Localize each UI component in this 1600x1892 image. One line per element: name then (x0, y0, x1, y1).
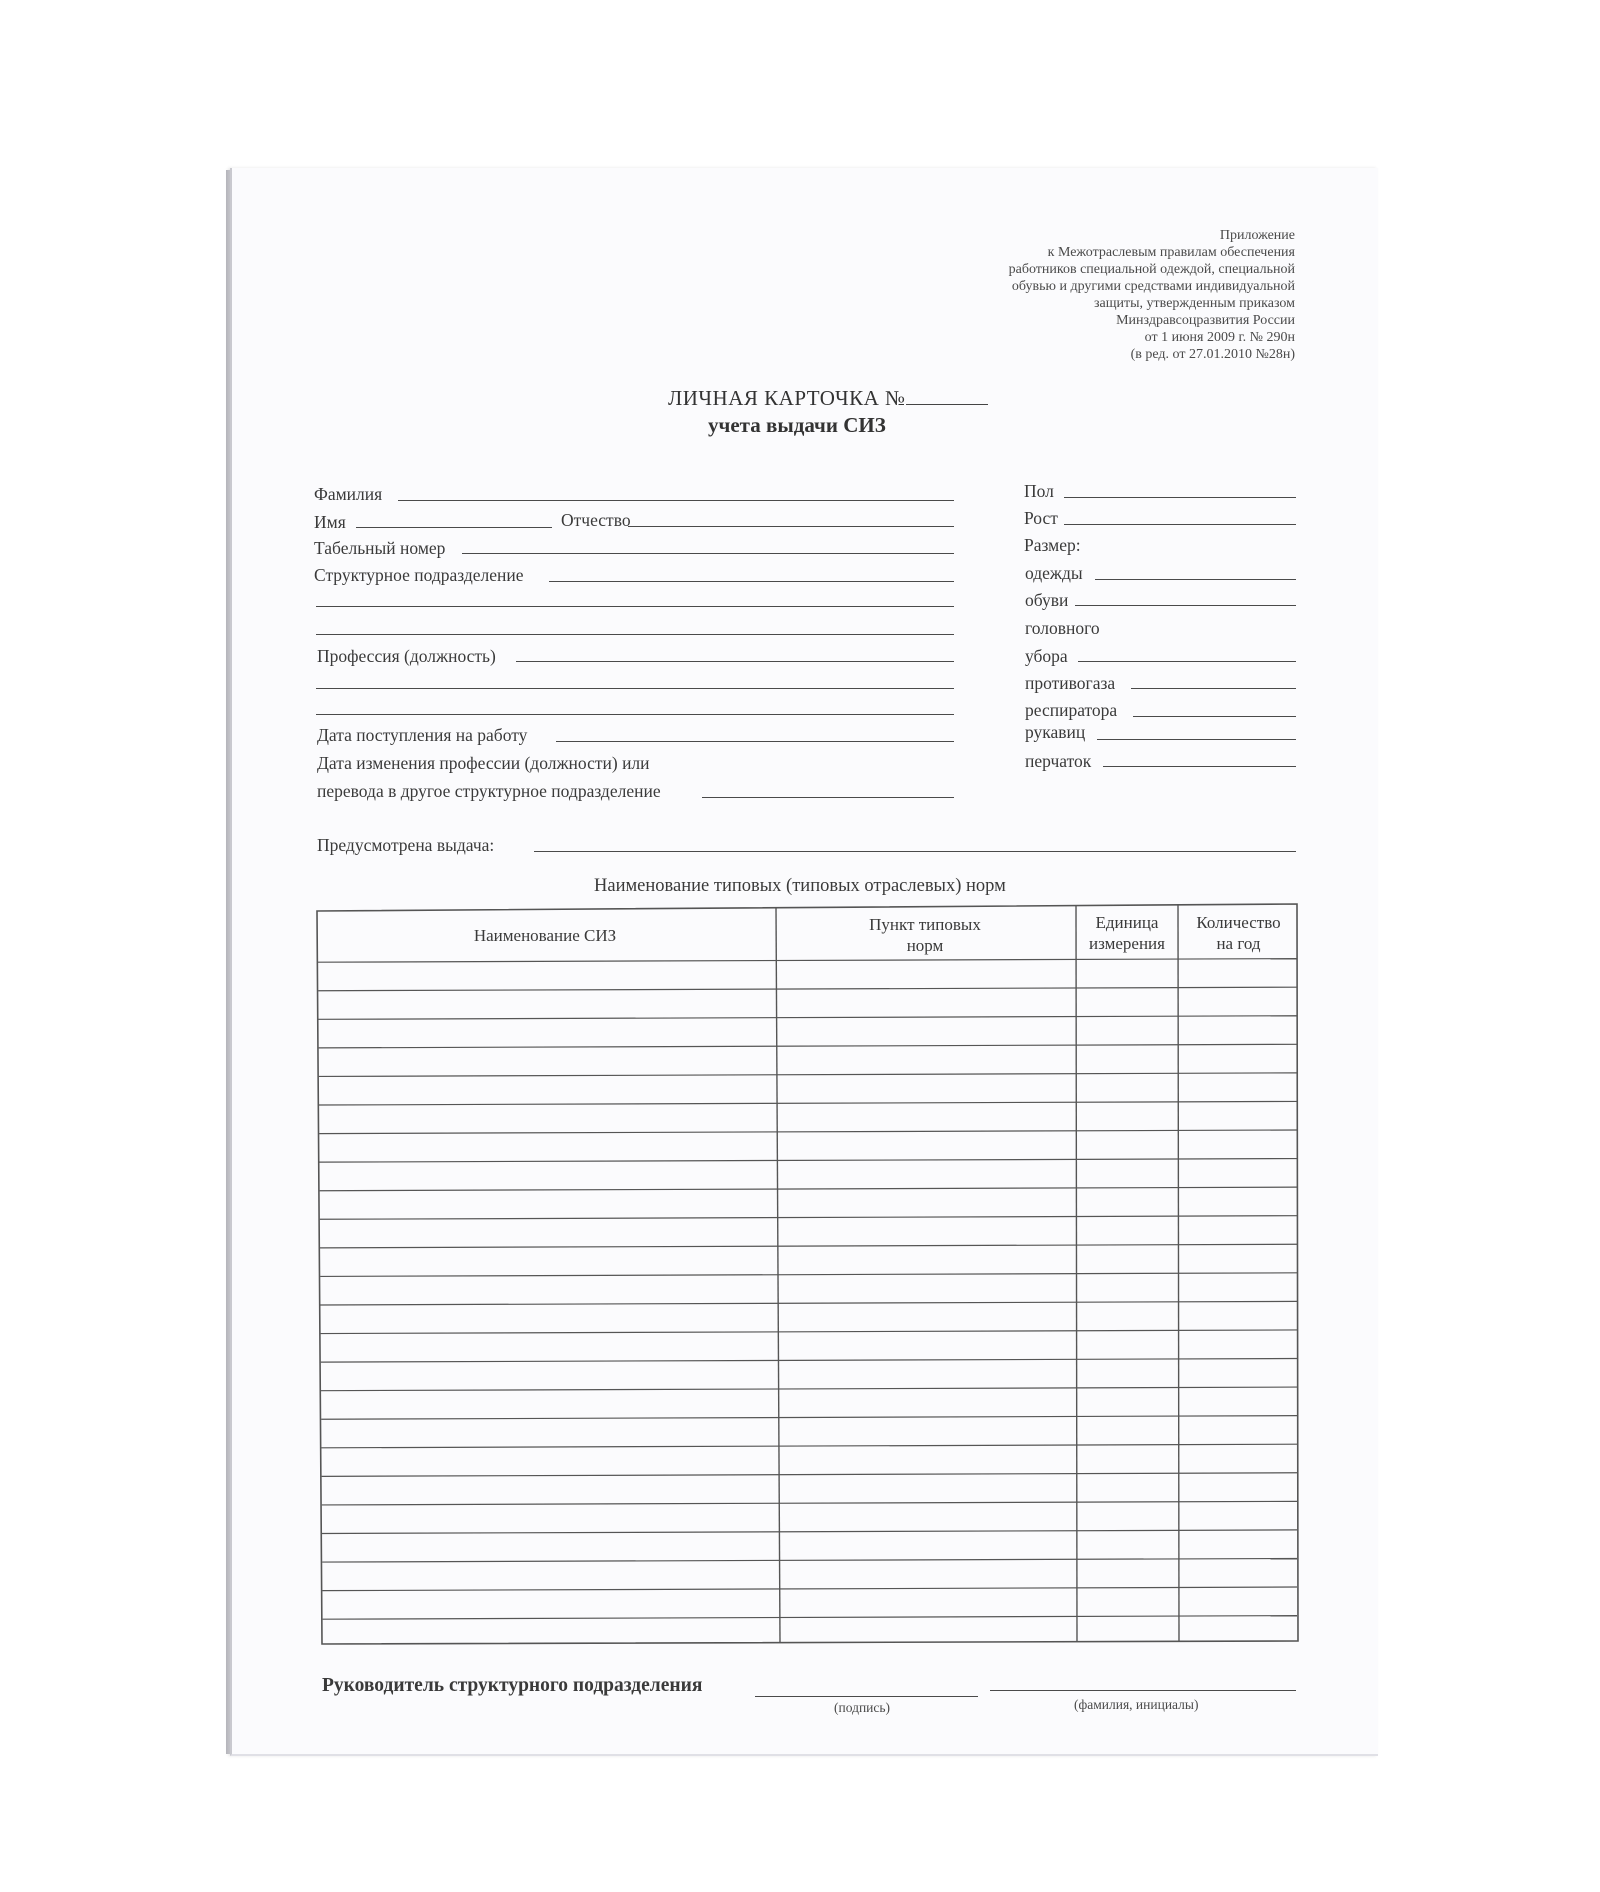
header-siz-name: Наименование СИЗ (473, 926, 617, 945)
table-row-line (320, 1187, 1297, 1191)
table-row-line (321, 1416, 1297, 1420)
header-norm-point (830, 914, 1020, 956)
header-unit-line: измерения (1089, 934, 1165, 953)
department-label: Структурное подразделение (314, 565, 524, 585)
full-name-field[interactable] (990, 1690, 1296, 1691)
table-row-line (320, 1301, 1297, 1305)
provision-label: Предусмотрена выдача: (317, 835, 495, 855)
table-row-line (319, 1130, 1297, 1134)
approval-line: работников специальной одеждой, специальной (1008, 262, 1295, 277)
signature-label: Руководитель структурного подразделения (322, 1675, 703, 1696)
personnel-number-label: Табельный номер (314, 538, 446, 558)
table-row-line (322, 1587, 1297, 1591)
table-row-line (320, 1244, 1297, 1248)
approval-line: Минздравсоцразвития России (1116, 313, 1295, 328)
headwear-size-label-2: убора (1025, 646, 1068, 666)
table-row-line (319, 1044, 1297, 1048)
profession-label: Профессия (должность) (317, 646, 496, 666)
approval-line: обувью и другими средствами индивидуальной (1011, 279, 1295, 294)
approval-line: (в ред. от 27.01.2010 №28н) (1130, 347, 1295, 362)
approval-line: от 1 июня 2009 г. № 290н (1144, 330, 1295, 345)
card-subtitle: учета выдачи СИЗ (708, 413, 886, 437)
table-row-line (323, 1616, 1297, 1620)
table-row-line (322, 1501, 1297, 1505)
header-quantity-line: Количество (1196, 913, 1281, 932)
table-row-line (319, 1073, 1297, 1077)
norms-title: Наименование типовых (типовых отраслевых) норм (594, 876, 1006, 896)
clothes-size-label: одежды (1025, 563, 1083, 583)
header-quantity (1180, 912, 1297, 954)
surname-label: Фамилия (314, 484, 383, 504)
header-unit (1077, 912, 1177, 954)
table-row-line (322, 1558, 1297, 1562)
approval-line: Приложение (1219, 228, 1295, 243)
table-row-line (320, 1216, 1297, 1220)
table-row-line (321, 1444, 1297, 1448)
table-row-line (321, 1387, 1297, 1391)
table-row-line (321, 1359, 1297, 1363)
gloves-size-label: перчаток (1025, 751, 1092, 771)
table-row-line (319, 1101, 1297, 1105)
signature-caption: (подпись) (834, 1700, 891, 1715)
change-date-label: Дата изменения профессии (должности) или (317, 753, 650, 773)
table-row-line (321, 1330, 1297, 1334)
table-row-line (320, 1273, 1297, 1277)
table-row-line (322, 1473, 1297, 1477)
name-label: Имя (314, 512, 346, 532)
respirator-size-label: респиратора (1025, 700, 1118, 720)
mittens-size-label: рукавиц (1025, 722, 1086, 742)
header-norm-point-line: норм (906, 936, 944, 955)
header-quantity-line: на год (1216, 934, 1261, 953)
table-row-line (319, 1159, 1297, 1163)
table-row-line (318, 959, 1297, 963)
hire-date-label: Дата поступления на работу (317, 725, 528, 745)
full-name-caption: (фамилия, инициалы) (1074, 1697, 1199, 1712)
headwear-size-label: головного (1025, 618, 1100, 638)
patronymic-label: Отчество (561, 510, 631, 530)
size-heading: Размер: (1024, 535, 1081, 555)
shoes-size-label: обуви (1025, 590, 1069, 610)
header-norm-point-line: Пункт типовых (869, 915, 981, 934)
gas-mask-size-label: противогаза (1025, 673, 1116, 693)
table-row-line (318, 1016, 1297, 1020)
approval-line: к Межотраслевым правилам обеспечения (1047, 245, 1295, 260)
sex-label: Пол (1024, 481, 1054, 501)
table-row-line (318, 987, 1297, 991)
signature-field[interactable] (755, 1696, 978, 1697)
table-row-line (322, 1530, 1297, 1534)
change-date-label-2: перевода в другое структурное подразделение (317, 781, 661, 801)
height-label: Рост (1024, 508, 1058, 528)
approval-line: защиты, утвержденным приказом (1094, 296, 1295, 311)
header-unit-line: Единица (1095, 913, 1159, 932)
card-title-text: ЛИЧНАЯ КАРТОЧКА № (668, 386, 906, 410)
